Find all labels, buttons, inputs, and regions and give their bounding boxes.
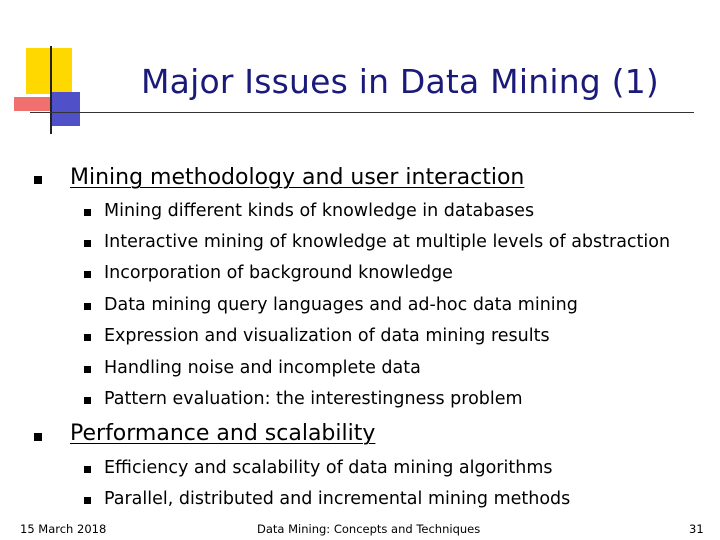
sub-bullet-icon [84,303,91,310]
footer-title: Data Mining: Concepts and Techniques [257,522,481,536]
sub-bullet-icon [84,334,91,341]
sub-bullet-icon [84,240,91,247]
sub-item: Parallel, distributed and incremental mining methods [104,489,571,509]
sub-bullet-icon [84,497,91,504]
logo-vertical-line [50,46,52,134]
sub-item: Efficiency and scalability of data mining algorithms [104,458,553,478]
bullet-square-icon [34,433,42,441]
bullet-methodology: Mining methodology and user interaction [70,165,525,190]
logo-blue-square [52,92,80,126]
logo-yellow-square [26,48,72,94]
footer-date: 15 March 2018 [20,522,107,536]
bullet-performance: Performance and scalability [70,421,376,446]
sub-bullet-icon [84,466,91,473]
sub-bullet-icon [84,209,91,216]
sub-bullet-icon [84,271,91,278]
sub-bullet-icon [84,366,91,373]
sub-bullet-icon [84,397,91,404]
bullet-square-icon [34,176,42,184]
sub-item: Handling noise and incomplete data [104,358,421,378]
logo-horizontal-line [30,112,694,113]
footer-page-number: 31 [689,522,704,536]
sub-item: Incorporation of background knowledge [104,263,453,283]
sub-item: Pattern evaluation: the interestingness problem [104,389,523,409]
sub-item: Interactive mining of knowledge at multiple levels of abstraction [104,232,671,252]
sub-item: Expression and visualization of data mining results [104,326,550,346]
sub-item: Mining different kinds of knowledge in databases [104,201,535,221]
sub-item: Data mining query languages and ad-hoc data mining [104,295,578,315]
slide-title: Major Issues in Data Mining (1) [140,62,659,101]
